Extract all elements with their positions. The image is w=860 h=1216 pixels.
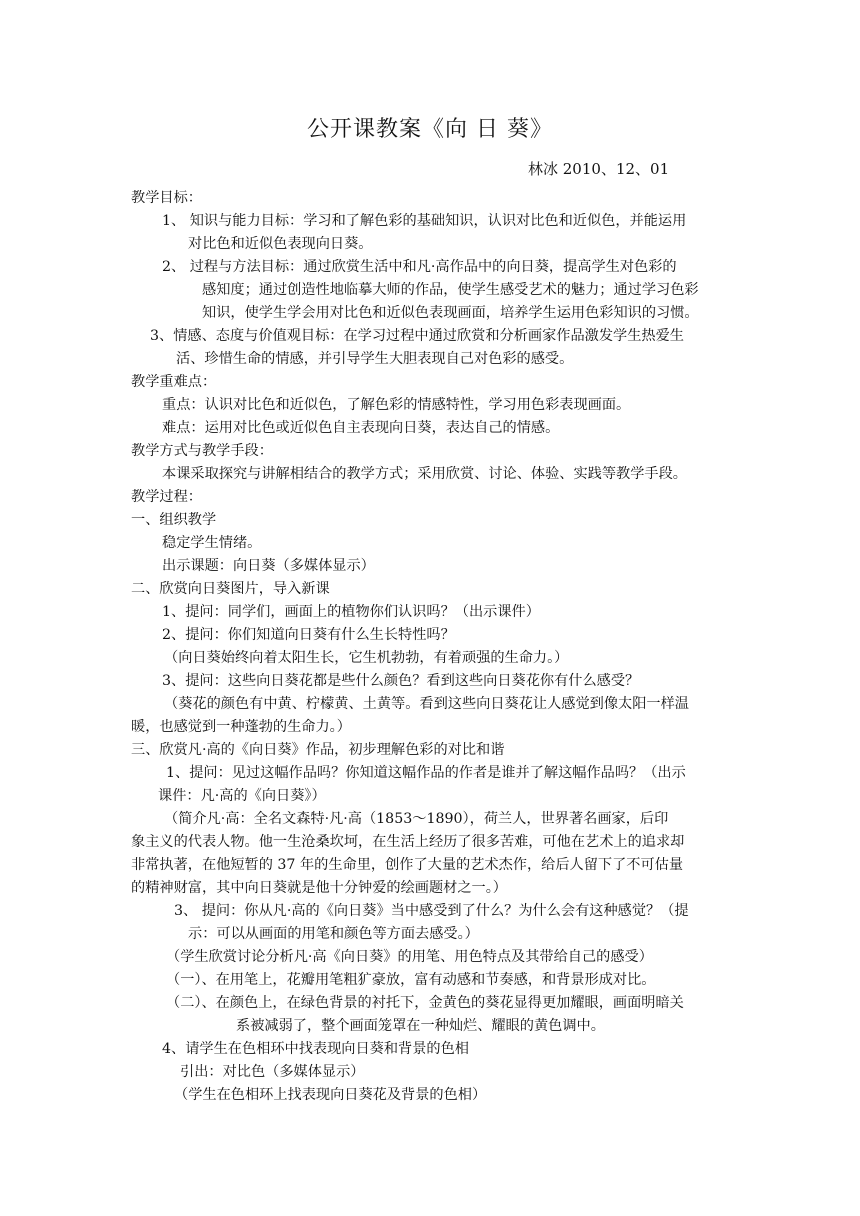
text-line: 本课采取探究与讲解相结合的教学方式；采用欣赏、讨论、体验、实践等教学手段。 [162, 466, 687, 482]
text-line: 知识，使学生学会用对比色和近似色表现画面，培养学生运用色彩知识的习惯。 [202, 305, 699, 321]
text-line: 1、 知识与能力目标：学习和了解色彩的基础知识，认识对比色和近似色，并能运用 [162, 213, 687, 229]
text-line: 稳定学生情绪。 [162, 535, 262, 551]
text-line: 暖，也感觉到一种蓬勃的生命力。） [131, 719, 351, 735]
section-heading: 教学重难点： [131, 374, 217, 390]
text-line: 出示课题：向日葵（多媒体显示） [162, 558, 375, 574]
section-heading: 教学方式与教学手段： [131, 443, 273, 459]
section-heading: 二、欣赏向日葵图片，导入新课 [131, 581, 330, 597]
text-line: 2、提问：你们知道向日葵有什么生长特性吗？ [162, 627, 455, 643]
section-heading: 教学过程： [131, 489, 202, 505]
text-line: （葵花的颜色有中黄、柠檬黄、土黄等。看到这些向日葵花让人感觉到像太阳一样温 [164, 696, 689, 712]
text-line: 2、 过程与方法目标：通过欣赏生活中和凡·高作品中的向日葵，提高学生对色彩的 [162, 259, 677, 275]
text-line: 课件：凡·高的《向日葵》） [158, 788, 326, 804]
text-line: （简介凡·高：全名文森特·凡·高（1853～1890），荷兰人，世界著名画家，后印 [164, 811, 669, 827]
text-line: 3、情感、态度与价值观目标：在学习过程中通过欣赏和分析画家作品激发学生热爱生 [150, 328, 684, 344]
text-line: 难点：运用对比色或近似色自主表现向日葵，表达自己的情感。 [162, 420, 560, 436]
text-line: 重点：认识对比色和近似色，了解色彩的情感特性，学习用色彩表现画面。 [162, 397, 631, 413]
text-line: 非常执著，在他短暂的 37 年的生命里，创作了大量的艺术杰作，给后人留下了不可估量 [131, 857, 684, 873]
text-line: （学生欣赏讨论分析凡·高《向日葵》的用笔、用色特点及其带给自己的感受） [166, 949, 653, 965]
text-line: 引出：对比色（多媒体显示） [180, 1064, 365, 1080]
text-line: 对比色和近似色表现向日葵。 [188, 236, 373, 252]
text-line: 活、珍惜生命的情感，并引导学生大胆表现自己对色彩的感受。 [176, 351, 574, 367]
text-line: 3、提问：这些向日葵花都是些什么颜色？看到这些向日葵花你有什么感受？ [162, 673, 640, 689]
section-heading: 一、组织教学 [131, 512, 217, 528]
text-line: 系被减弱了，整个画面笼罩在一种灿烂、耀眼的黄色调中。 [236, 1018, 605, 1034]
text-line: 3、 提问：你从凡·高的《向日葵》当中感受到了什么？为什么会有这种感觉？（提 [174, 903, 689, 919]
text-line: 示：可以从画面的用笔和颜色等方面去感受。） [188, 926, 479, 942]
text-line: 的精神财富，其中向日葵就是他十分钟爱的绘画题材之一。） [131, 880, 507, 896]
page-title: 公开课教案《向 日 葵》 [307, 117, 553, 142]
text-line: （向日葵始终向着太阳生长，它生机勃勃，有着顽强的生命力。） [164, 650, 569, 666]
section-heading: 教学目标： [131, 190, 202, 206]
text-line: （二）、在颜色上，在绿色背景的衬托下，金黄色的葵花显得更加耀眼，画面明暗关 [166, 995, 684, 1011]
text-line: （一）、在用笔上，花瓣用笔粗犷豪放，富有动感和节奏感，和背景形成对比。 [166, 972, 656, 988]
text-line: 1、提问：同学们，画面上的植物你们认识吗？（出示课件） [162, 604, 540, 620]
author-date: 林冰 2010、12、01 [528, 160, 670, 178]
text-line: （学生在色相环上找表现向日葵花及背景的色相） [174, 1087, 487, 1103]
section-heading: 三、欣赏凡·高的《向日葵》作品，初步理解色彩的对比和谐 [131, 742, 505, 758]
text-line: 象主义的代表人物。他一生沧桑坎坷，在生活上经历了很多苦难，可他在艺术上的追求却 [131, 834, 685, 850]
text-line: 感知度；通过创造性地临摹大师的作品，使学生感受艺术的魅力；通过学习色彩 [202, 282, 699, 298]
text-line: 4、请学生在色相环中找表现向日葵和背景的色相 [162, 1041, 469, 1057]
text-line: 1、提问：见过这幅作品吗？你知道这幅作品的作者是谁并了解这幅作品吗？（出示 [166, 765, 686, 781]
